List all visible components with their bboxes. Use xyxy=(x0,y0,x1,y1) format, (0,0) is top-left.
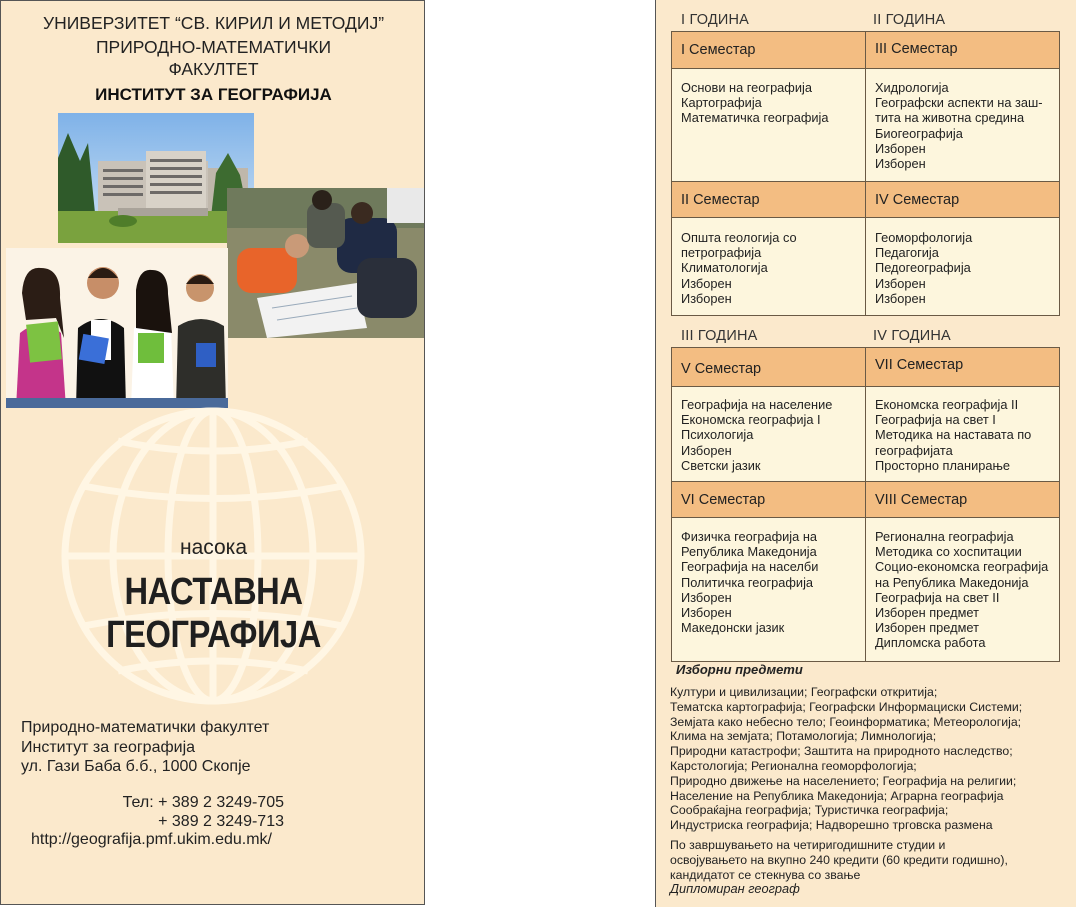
course: Картографија xyxy=(681,95,762,111)
electives-line: Тематска картографија; Географски Информациски Системи; xyxy=(670,699,1023,714)
phone-line: + 389 2 3249-713 xyxy=(158,813,284,830)
semester-3-courses xyxy=(875,80,1043,171)
semester-5-courses xyxy=(681,397,832,473)
semester-5-header: V Семестар xyxy=(672,348,865,387)
electives-list xyxy=(670,685,1022,833)
students-photo xyxy=(6,248,228,408)
course: Методика со хоспитации xyxy=(875,544,1022,560)
address-line: ул. Гази Баба б.б., 1000 Скопје xyxy=(21,758,251,775)
electives-line: Клима на земјата; Потамологија; Лимнологија; xyxy=(670,729,937,744)
course: Изборен xyxy=(681,275,732,291)
program-name: НАСТАВНА ГЕОГРАФИЈА xyxy=(106,571,321,656)
conclusion-line: По завршувањето на четиригодишните студии и xyxy=(670,838,946,852)
semester-6-courses xyxy=(681,529,818,635)
semester-8-header: VIII Семестар xyxy=(866,481,1059,518)
electives-line: Култури и цивилизации; Географски откритија; xyxy=(670,685,938,699)
course: Изборен xyxy=(681,589,732,605)
course: Геоморфологија xyxy=(875,230,973,245)
semester-grid-lower xyxy=(671,347,1060,662)
course: Физичка географија на xyxy=(681,529,818,544)
course: Климатологија xyxy=(681,260,768,276)
course: Изборен xyxy=(681,605,732,621)
course: Педагогија xyxy=(875,245,939,261)
building-photo xyxy=(58,113,254,243)
semester-3-header: III Семестар xyxy=(866,32,1059,69)
electives-line: Природни катастрофи; Заштита на природното наследство; xyxy=(670,744,1013,759)
course: Изборен xyxy=(875,275,926,291)
course: Политичка географија xyxy=(681,574,814,590)
course: тита на животна средина xyxy=(875,110,1025,126)
electives-line: Население на Република Македонија; Аграрна географија xyxy=(670,788,1004,803)
course: Географија на население xyxy=(681,397,833,412)
semester-4-courses xyxy=(875,230,972,306)
course: Општа геологија со xyxy=(681,230,797,245)
course: Изборен xyxy=(681,442,732,458)
electives-line: Сообраќајна географија; Туристичка географија; xyxy=(670,803,949,818)
course: Географија на свет II xyxy=(875,589,1000,605)
year-4-label: IV ГОДИНА xyxy=(873,328,951,344)
degree-title: Дипломиран географ xyxy=(670,881,800,897)
course: Економска географија II xyxy=(875,397,1019,412)
conclusion-line: кандидатот се стекнува со звање xyxy=(670,867,861,882)
course: петрографија xyxy=(681,245,762,261)
semester-6-header: VI Семестар xyxy=(672,481,865,518)
semester-7-header: VII Семестар xyxy=(866,348,1059,387)
course: Просторно планирање xyxy=(875,457,1010,473)
course: Економска географија I xyxy=(681,412,821,428)
course: Педогеографија xyxy=(875,260,971,276)
course: Географија на свет I xyxy=(875,412,996,428)
year-1-label: I ГОДИНА xyxy=(681,12,750,28)
electives-line: Индустриска географија; Надворешно трговска размена xyxy=(670,818,993,833)
fieldwork-photo xyxy=(227,188,424,338)
semester-1-header: I Семестар xyxy=(672,32,865,69)
course: Биогеографија xyxy=(875,125,963,141)
phone-line: Тел: + 389 2 3249-705 xyxy=(122,794,284,811)
course: Дипломска работа xyxy=(875,635,986,651)
conclusion-text xyxy=(670,838,1008,897)
year-3-label: III ГОДИНА xyxy=(681,328,758,344)
university-name-line1: УНИВЕРЗИТЕТ “СВ. КИРИЛ И МЕТОДИЈ” xyxy=(42,13,385,33)
electives-line: Природно движење на населението; Географија на религии; xyxy=(670,773,1017,788)
course: Изборен xyxy=(875,290,926,306)
year-2-label: II ГОДИНА xyxy=(873,12,946,28)
course: Република Македонија xyxy=(681,544,817,560)
electives-line: Земјата како небесно тело; Геоинформатика; Метеорологија; xyxy=(670,714,1022,729)
semester-7-courses xyxy=(875,397,1031,473)
course: Хидрологија xyxy=(875,80,949,95)
semester-8-courses xyxy=(875,529,1048,651)
website-link[interactable]: http://geografija.pmf.ukim.edu.mk/ xyxy=(31,831,272,848)
conclusion-line: освојувањето на вкупно 240 кредити (60 кредити годишно), xyxy=(670,852,1008,867)
program-label: насока xyxy=(179,536,248,559)
course: Основи на географија xyxy=(681,80,812,95)
course: Изборен предмет xyxy=(875,620,979,636)
course: Географски аспекти на заш- xyxy=(875,95,1043,111)
address-line: Институт за географија xyxy=(21,739,196,756)
semester-1-courses xyxy=(681,80,829,126)
course: Методика на наставата по xyxy=(875,427,1032,443)
address-line: Природно-математички факултет xyxy=(21,719,270,736)
curriculum-panel xyxy=(655,0,1076,907)
front-cover-panel xyxy=(0,0,425,905)
course: Математичка географија xyxy=(681,110,829,126)
course: Социо-економска географија xyxy=(875,559,1049,575)
course: Изборен предмет xyxy=(875,605,979,621)
semester-2-courses xyxy=(681,230,797,306)
institute-title: ИНСТИТУТ ЗА ГЕОГРАФИЈА xyxy=(95,85,332,104)
course: Изборен xyxy=(875,156,926,172)
semester-2-header: II Семестар xyxy=(672,181,865,218)
course: Географија на населби xyxy=(681,559,819,575)
course: Психологија xyxy=(681,427,754,443)
course: Регионална географија xyxy=(875,529,1014,544)
electives-title: Изборни предмети xyxy=(676,662,803,677)
university-name-line3: ФАКУЛТЕТ xyxy=(168,59,259,79)
course: на Република Македонија xyxy=(875,574,1029,590)
university-name-line2: ПРИРОДНО-МАТЕМАТИЧКИ xyxy=(95,37,332,57)
course: географијата xyxy=(875,442,953,458)
electives-line: Карстологија; Регионална геоморфологија; xyxy=(670,758,917,773)
semester-4-header: IV Семестар xyxy=(866,181,1059,218)
course: Светски јазик xyxy=(681,457,761,473)
course: Македонски јазик xyxy=(681,620,785,636)
course: Изборен xyxy=(681,290,732,306)
course: Изборен xyxy=(875,140,926,156)
semester-grid-upper xyxy=(671,31,1060,316)
